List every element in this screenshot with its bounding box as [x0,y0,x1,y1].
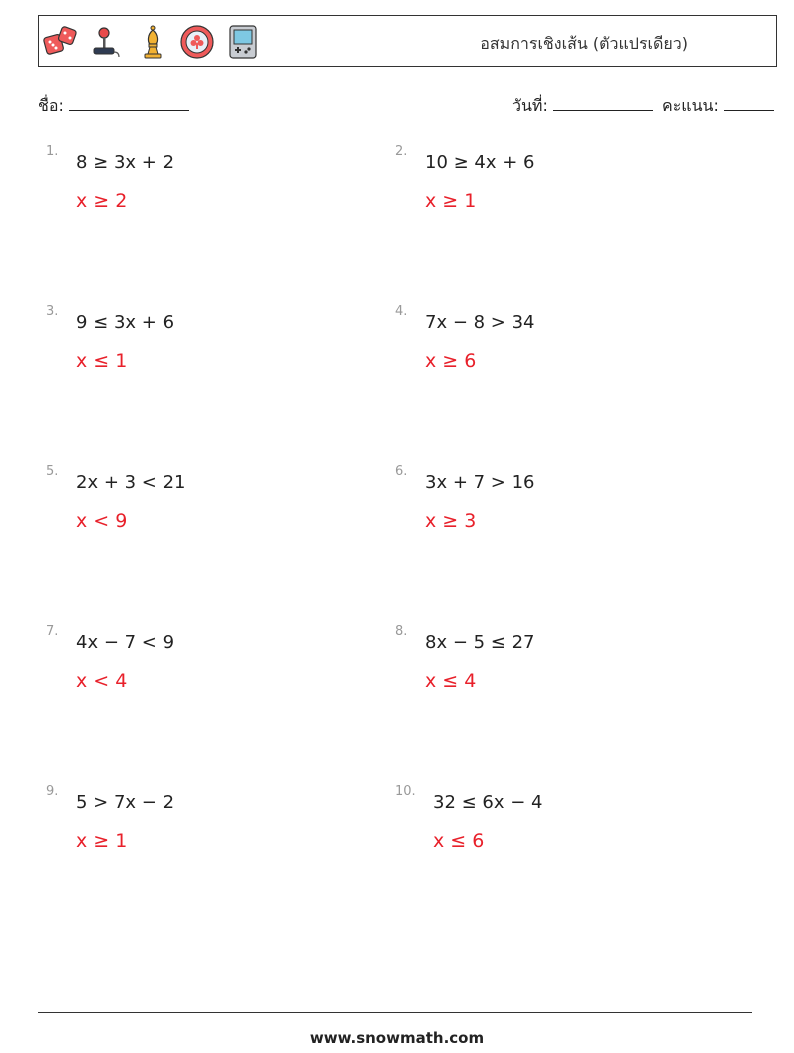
problem-number: 3. [46,304,59,319]
problem-question: 10 ≥ 4x + 6 [425,152,535,173]
problem-number: 5. [46,464,59,479]
problem-7 [46,624,386,722]
problem-answer: x < 9 [76,510,128,532]
footer-divider [38,1012,752,1013]
poker-chip-icon [179,24,215,60]
problem-question: 5 > 7x − 2 [76,792,175,813]
problem-question: 7x − 8 > 34 [425,312,535,333]
problem-5 [46,464,386,562]
date-label: วันที่: [512,96,548,115]
problem-answer: x ≥ 1 [425,190,477,212]
footer-url[interactable]: www.snowmath.com [309,1029,485,1047]
gameboy-icon [225,24,261,60]
problem-answer: x ≤ 4 [425,670,477,692]
problem-4 [395,304,735,402]
name-label: ชื่อ: [38,96,64,115]
problem-number: 6. [395,464,408,479]
problem-question: 32 ≤ 6x − 4 [433,792,543,813]
name-line[interactable] [69,96,189,111]
problem-answer: x ≤ 1 [76,350,128,372]
problem-answer: x ≥ 3 [425,510,477,532]
problem-number: 9. [46,784,59,799]
chess-bishop-icon [135,24,171,60]
problem-answer: x ≥ 1 [76,830,128,852]
problem-1 [46,144,386,242]
problem-number: 8. [395,624,408,639]
problem-number: 4. [395,304,408,319]
problem-question: 4x − 7 < 9 [76,632,175,653]
problem-number: 7. [46,624,59,639]
problem-question: 8x − 5 ≤ 27 [425,632,535,653]
score-field [662,94,774,119]
problem-question: 3x + 7 > 16 [425,472,535,493]
score-line[interactable] [724,96,774,111]
date-line[interactable] [553,96,653,111]
problem-answer: x ≤ 6 [433,830,485,852]
problem-6 [395,464,735,562]
problem-question: 9 ≤ 3x + 6 [76,312,175,333]
problem-answer: x < 4 [76,670,128,692]
problem-2 [395,144,735,242]
problem-question: 2x + 3 < 21 [76,472,186,493]
worksheet-header [38,15,777,67]
problem-number: 10. [395,784,416,799]
worksheet-title: อสมการเชิงเส้น (ตัวแปรเดียว) [480,34,688,53]
problem-number: 1. [46,144,59,159]
problem-answer: x ≥ 6 [425,350,477,372]
problem-answer: x ≥ 2 [76,190,128,212]
problem-number: 2. [395,144,408,159]
problem-8 [395,624,735,722]
name-field [38,94,189,119]
problem-9 [46,784,386,882]
problem-3 [46,304,386,402]
joystick-icon [87,24,123,60]
problem-question: 8 ≥ 3x + 2 [76,152,175,173]
dice-icon [43,24,79,60]
date-field [512,94,653,119]
score-label: คะแนน: [662,96,719,115]
problem-10 [395,784,735,882]
